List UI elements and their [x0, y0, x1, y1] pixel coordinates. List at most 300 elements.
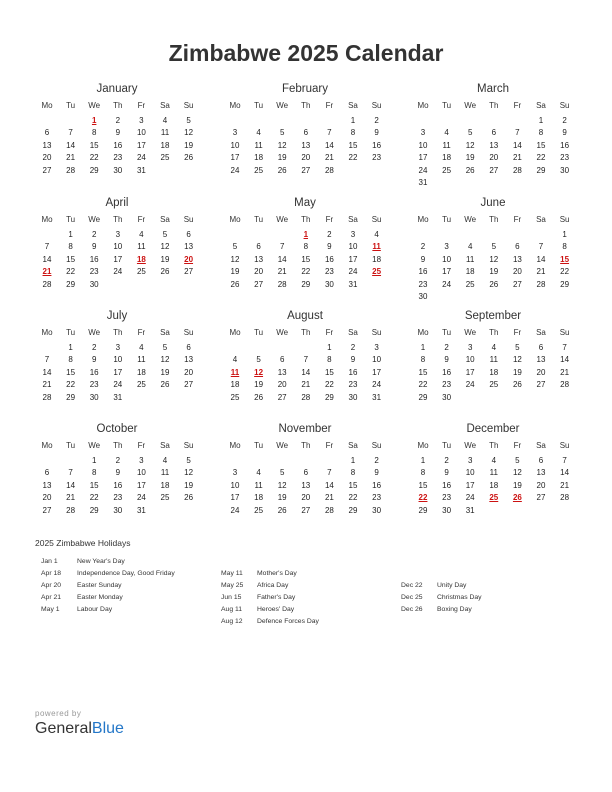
day-cell: 18	[254, 493, 264, 503]
holidays-title: 2025 Zimbabwe Holidays	[35, 538, 131, 548]
day-cell: 30	[89, 392, 99, 402]
holiday-name: Easter Monday	[77, 594, 123, 601]
holiday-day: 21	[42, 267, 52, 277]
day-cell: 28	[301, 392, 311, 402]
day-cell: 29	[301, 279, 311, 289]
day-cell: 17	[136, 140, 146, 150]
weekday-label: We	[464, 215, 477, 224]
day-cell: 14	[42, 367, 52, 377]
day-cell: 28	[66, 165, 76, 175]
holiday-day: 11	[230, 367, 240, 377]
day-cell: 20	[277, 380, 287, 390]
day-cell: 27	[512, 279, 522, 289]
day-cell: 23	[113, 493, 123, 503]
day-cell: 3	[139, 456, 144, 465]
day-cell: 17	[372, 367, 382, 377]
day-cell: 24	[418, 165, 428, 175]
day-cell: 15	[348, 140, 358, 150]
day-cell: 27	[536, 493, 546, 503]
holiday-entry	[41, 582, 216, 594]
day-cell: 6	[44, 128, 50, 138]
day-cell: 29	[418, 392, 428, 402]
day-cell: 17	[418, 153, 428, 163]
day-cell: 8	[303, 242, 309, 252]
month-march	[411, 83, 575, 187]
day-cell: 7	[68, 468, 73, 478]
weekday-label: Mo	[41, 441, 53, 450]
day-cell: 28	[42, 392, 52, 402]
day-cell: 29	[89, 165, 99, 175]
day-cell: 2	[115, 456, 121, 465]
day-cell: 13	[277, 367, 287, 377]
day-cell: 15	[324, 367, 334, 377]
day-cell: 31	[372, 392, 382, 402]
day-cell: 7	[303, 355, 309, 365]
day-cell: 16	[324, 254, 334, 264]
weekday-label: Tu	[254, 215, 264, 224]
day-cell: 18	[442, 153, 452, 163]
day-cell: 11	[442, 140, 451, 150]
day-cell: 19	[489, 267, 499, 277]
day-cell: 17	[348, 254, 358, 264]
day-cell: 21	[66, 153, 76, 163]
day-cell: 24	[113, 380, 123, 390]
day-cell: 6	[303, 128, 309, 138]
weekday-label: We	[88, 441, 101, 450]
weekday-label: Sa	[160, 328, 170, 337]
weekday-label: Fr	[325, 215, 334, 224]
day-cell: 24	[113, 267, 123, 277]
day-cell: 10	[372, 355, 382, 365]
day-cell: 10	[418, 140, 428, 150]
holiday-date: May 11	[221, 570, 243, 577]
day-cell: 29	[89, 505, 99, 515]
day-cell: 29	[348, 505, 358, 515]
day-cell: 28	[66, 505, 76, 515]
day-cell: 15	[89, 480, 99, 490]
weekday-label: Mo	[41, 101, 53, 110]
day-cell: 13	[512, 254, 522, 264]
day-cell: 22	[348, 153, 358, 163]
day-cell: 23	[89, 267, 99, 277]
day-cell: 15	[66, 254, 76, 264]
holiday-date: Jan 1	[41, 558, 58, 565]
weekday-label: Mo	[417, 441, 429, 450]
day-cell: 30	[442, 392, 452, 402]
weekday-label: We	[464, 441, 477, 450]
weekday-label: Tu	[254, 101, 264, 110]
weekday-label: Mo	[41, 215, 53, 224]
weekday-label: We	[276, 441, 289, 450]
month-name: January	[96, 83, 138, 95]
holiday-day: 20	[184, 254, 194, 264]
weekday-label: Tu	[442, 328, 452, 337]
day-cell: 20	[184, 367, 194, 377]
day-cell: 26	[160, 267, 170, 277]
holiday-entry	[221, 606, 396, 618]
day-cell: 27	[254, 279, 264, 289]
day-cell: 7	[44, 355, 50, 365]
day-cell: 15	[418, 480, 428, 490]
day-cell: 30	[418, 292, 428, 301]
day-cell: 5	[279, 128, 285, 138]
day-cell: 3	[115, 230, 121, 239]
day-cell: 18	[160, 480, 170, 490]
day-cell: 12	[184, 468, 194, 478]
weekday-label: Su	[183, 101, 194, 110]
day-cell: 9	[115, 468, 121, 478]
day-cell: 23	[372, 153, 382, 163]
day-cell: 16	[418, 267, 428, 277]
weekday-label: Th	[489, 328, 499, 337]
weekday-label: Su	[371, 441, 382, 450]
weekday-label: Mo	[41, 328, 53, 337]
day-cell: 23	[442, 493, 452, 503]
day-cell: 23	[560, 153, 570, 163]
day-cell: 27	[184, 267, 194, 277]
weekday-label: We	[88, 328, 101, 337]
day-cell: 9	[562, 128, 567, 138]
day-cell: 10	[230, 140, 240, 150]
weekday-label: Fr	[137, 441, 146, 450]
weekday-label: Th	[301, 101, 311, 110]
day-cell: 4	[467, 242, 473, 252]
day-cell: 3	[467, 343, 473, 352]
weekday-label: Sa	[348, 215, 358, 224]
day-cell: 23	[348, 380, 358, 390]
day-cell: 11	[489, 468, 498, 478]
month-december	[411, 423, 575, 523]
day-cell: 25	[160, 153, 170, 163]
day-cell: 24	[465, 493, 475, 503]
day-cell: 11	[137, 355, 146, 365]
day-cell: 20	[42, 153, 52, 163]
day-cell: 20	[254, 267, 264, 277]
day-cell: 4	[232, 355, 238, 365]
day-cell: 19	[254, 380, 264, 390]
day-cell: 6	[303, 468, 309, 478]
holiday-entry	[221, 618, 396, 630]
month-february	[223, 83, 387, 183]
day-cell: 10	[442, 254, 452, 264]
day-cell: 19	[230, 267, 240, 277]
day-cell: 3	[115, 343, 121, 352]
day-cell: 4	[374, 230, 379, 239]
day-cell: 30	[113, 505, 123, 515]
day-cell: 13	[254, 254, 264, 264]
day-cell: 22	[89, 153, 99, 163]
day-cell: 8	[327, 355, 332, 365]
day-cell: 9	[327, 242, 332, 252]
weekday-label: Fr	[325, 101, 334, 110]
day-cell: 21	[277, 267, 287, 277]
day-cell: 5	[186, 116, 191, 125]
day-cell: 5	[186, 456, 191, 465]
day-cell: 24	[348, 267, 358, 277]
holiday-column	[41, 558, 216, 618]
day-cell: 12	[277, 140, 287, 150]
day-cell: 8	[68, 355, 73, 365]
weekday-label: Th	[489, 215, 499, 224]
day-cell: 14	[66, 480, 76, 490]
day-cell: 4	[256, 128, 261, 138]
day-cell: 26	[230, 279, 240, 289]
holiday-entry	[221, 570, 396, 582]
day-cell: 14	[512, 140, 522, 150]
weekday-label: Su	[183, 441, 194, 450]
day-cell: 29	[536, 165, 546, 175]
day-cell: 1	[327, 343, 332, 352]
day-cell: 31	[136, 505, 146, 515]
brand-blue: Blue	[91, 720, 124, 737]
day-cell: 10	[465, 355, 475, 365]
day-cell: 6	[515, 242, 520, 252]
month-name: June	[480, 197, 506, 209]
holiday-entry	[221, 582, 396, 594]
day-cell: 20	[301, 493, 311, 503]
day-cell: 2	[420, 242, 426, 252]
day-cell: 14	[324, 480, 334, 490]
day-cell: 5	[232, 242, 238, 252]
day-cell: 16	[89, 367, 99, 377]
day-cell: 4	[162, 116, 168, 125]
weekday-label: Tu	[66, 328, 76, 337]
day-cell: 13	[536, 468, 546, 478]
day-cell: 27	[184, 380, 194, 390]
weekday-label: We	[88, 101, 101, 110]
day-cell: 13	[184, 242, 194, 252]
day-cell: 16	[442, 367, 452, 377]
day-cell: 1	[420, 343, 426, 352]
weekday-label: Th	[301, 215, 311, 224]
day-cell: 19	[184, 140, 194, 150]
weekday-label: Su	[371, 215, 382, 224]
day-cell: 5	[256, 355, 261, 365]
weekday-label: We	[276, 328, 289, 337]
day-cell: 25	[136, 380, 146, 390]
holiday-entry	[221, 594, 396, 606]
day-cell: 31	[136, 165, 146, 175]
weekday-label: Th	[113, 441, 123, 450]
weekday-label: Mo	[229, 215, 241, 224]
day-cell: 10	[136, 128, 146, 138]
holiday-entry	[41, 570, 216, 582]
day-cell: 13	[42, 480, 52, 490]
day-cell: 29	[324, 392, 334, 402]
day-cell: 1	[350, 456, 356, 465]
day-cell: 11	[254, 140, 263, 150]
day-cell: 15	[348, 480, 358, 490]
weekday-label: Sa	[160, 215, 170, 224]
day-cell: 16	[372, 480, 382, 490]
weekday-label: Su	[559, 328, 570, 337]
day-cell: 23	[442, 380, 452, 390]
day-cell: 29	[66, 392, 76, 402]
day-cell: 2	[350, 343, 356, 352]
day-cell: 17	[442, 267, 452, 277]
day-cell: 27	[277, 392, 287, 402]
day-cell: 6	[44, 468, 50, 478]
day-cell: 7	[327, 128, 332, 138]
brand-general: General	[35, 720, 92, 737]
day-cell: 11	[489, 355, 498, 365]
day-cell: 28	[512, 165, 522, 175]
weekday-label: Tu	[442, 101, 452, 110]
weekday-label: We	[276, 101, 289, 110]
day-cell: 22	[418, 380, 428, 390]
day-cell: 9	[350, 355, 356, 365]
weekday-label: Tu	[254, 441, 264, 450]
day-cell: 26	[254, 392, 264, 402]
month-name: July	[106, 310, 128, 322]
day-cell: 15	[66, 367, 76, 377]
holiday-entry	[401, 606, 576, 618]
day-cell: 19	[465, 153, 475, 163]
day-cell: 19	[160, 254, 170, 264]
day-cell: 8	[350, 468, 356, 478]
day-cell: 31	[348, 279, 358, 289]
day-cell: 17	[113, 254, 123, 264]
day-cell: 9	[374, 468, 379, 478]
powered-by-text: powered by	[35, 709, 82, 718]
day-cell: 24	[230, 165, 240, 175]
day-cell: 3	[374, 343, 379, 352]
day-cell: 17	[465, 367, 475, 377]
holiday-name: Unity Day	[437, 582, 467, 589]
day-cell: 27	[301, 505, 311, 515]
day-cell: 28	[560, 380, 570, 390]
day-cell: 4	[491, 456, 497, 465]
day-cell: 23	[324, 267, 334, 277]
weekday-label: We	[276, 215, 289, 224]
day-cell: 22	[560, 267, 570, 277]
day-cell: 18	[465, 267, 475, 277]
day-cell: 12	[512, 355, 522, 365]
day-cell: 9	[374, 128, 379, 138]
weekday-label: Sa	[348, 101, 358, 110]
day-cell: 26	[512, 380, 522, 390]
holiday-date: Dec 22	[401, 582, 423, 589]
day-cell: 9	[91, 242, 97, 252]
day-cell: 12	[465, 140, 475, 150]
day-cell: 27	[301, 165, 311, 175]
day-cell: 9	[420, 254, 426, 264]
holiday-name: Easter Sunday	[77, 582, 122, 589]
holiday-date: Jun 15	[221, 594, 242, 601]
day-cell: 25	[489, 380, 499, 390]
day-cell: 5	[162, 343, 168, 352]
holiday-entry	[41, 558, 216, 570]
day-cell: 14	[536, 254, 546, 264]
holiday-date: May 1	[41, 606, 60, 613]
day-cell: 2	[327, 230, 332, 239]
day-cell: 31	[465, 505, 475, 515]
holiday-day: 1	[303, 230, 309, 239]
day-cell: 6	[279, 355, 285, 365]
weekday-label: We	[88, 215, 101, 224]
month-name: November	[278, 423, 332, 435]
day-cell: 6	[186, 230, 191, 239]
day-cell: 5	[467, 128, 473, 138]
weekday-label: Mo	[417, 328, 429, 337]
day-cell: 17	[230, 493, 240, 503]
weekday-label: Su	[559, 441, 570, 450]
weekday-label: Sa	[536, 215, 546, 224]
holiday-day: 25	[372, 267, 382, 277]
weekday-label: Fr	[325, 441, 334, 450]
day-cell: 4	[162, 456, 168, 465]
weekday-label: Sa	[536, 101, 546, 110]
month-name: September	[464, 310, 522, 322]
weekday-label: Mo	[229, 328, 241, 337]
day-cell: 4	[139, 230, 144, 239]
day-cell: 31	[113, 392, 123, 402]
holiday-date: Dec 26	[401, 606, 423, 613]
month-name: February	[281, 83, 329, 95]
day-cell: 3	[467, 456, 473, 465]
day-cell: 3	[350, 230, 356, 239]
holiday-name: Boxing Day	[437, 606, 472, 613]
weekday-label: We	[464, 328, 477, 337]
day-cell: 25	[230, 392, 240, 402]
day-cell: 25	[254, 505, 264, 515]
day-cell: 28	[324, 165, 334, 175]
day-cell: 18	[489, 480, 499, 490]
day-cell: 2	[374, 456, 379, 465]
day-cell: 24	[465, 380, 475, 390]
weekday-label: Tu	[442, 441, 452, 450]
day-cell: 8	[538, 128, 544, 138]
day-cell: 13	[184, 355, 194, 365]
day-cell: 6	[491, 128, 497, 138]
day-cell: 16	[89, 254, 99, 264]
day-cell: 21	[66, 493, 76, 503]
day-cell: 28	[560, 493, 570, 503]
day-cell: 15	[536, 140, 546, 150]
holiday-entry	[401, 594, 576, 606]
weekday-label: Fr	[513, 441, 522, 450]
day-cell: 14	[42, 254, 52, 264]
day-cell: 23	[89, 380, 99, 390]
brand-logo[interactable]	[35, 720, 124, 738]
day-cell: 7	[44, 242, 50, 252]
day-cell: 4	[491, 343, 497, 352]
day-cell: 8	[91, 468, 97, 478]
day-cell: 16	[113, 140, 123, 150]
day-cell: 24	[230, 505, 240, 515]
day-cell: 25	[254, 165, 264, 175]
holiday-column	[401, 582, 576, 618]
day-cell: 30	[560, 165, 570, 175]
day-cell: 30	[89, 279, 99, 289]
day-cell: 6	[538, 456, 544, 465]
day-cell: 21	[536, 267, 546, 277]
day-cell: 24	[372, 380, 382, 390]
day-cell: 25	[136, 267, 146, 277]
weekday-label: Su	[559, 215, 570, 224]
holiday-entry	[41, 606, 216, 618]
day-cell: 17	[136, 480, 146, 490]
day-cell: 12	[489, 254, 499, 264]
day-cell: 19	[512, 367, 522, 377]
day-cell: 5	[279, 468, 285, 478]
day-cell: 11	[160, 468, 170, 478]
day-cell: 20	[512, 267, 522, 277]
day-cell: 22	[66, 380, 76, 390]
day-cell: 4	[256, 468, 261, 478]
holiday-day: 25	[489, 493, 499, 503]
holiday-day: 18	[136, 254, 146, 264]
